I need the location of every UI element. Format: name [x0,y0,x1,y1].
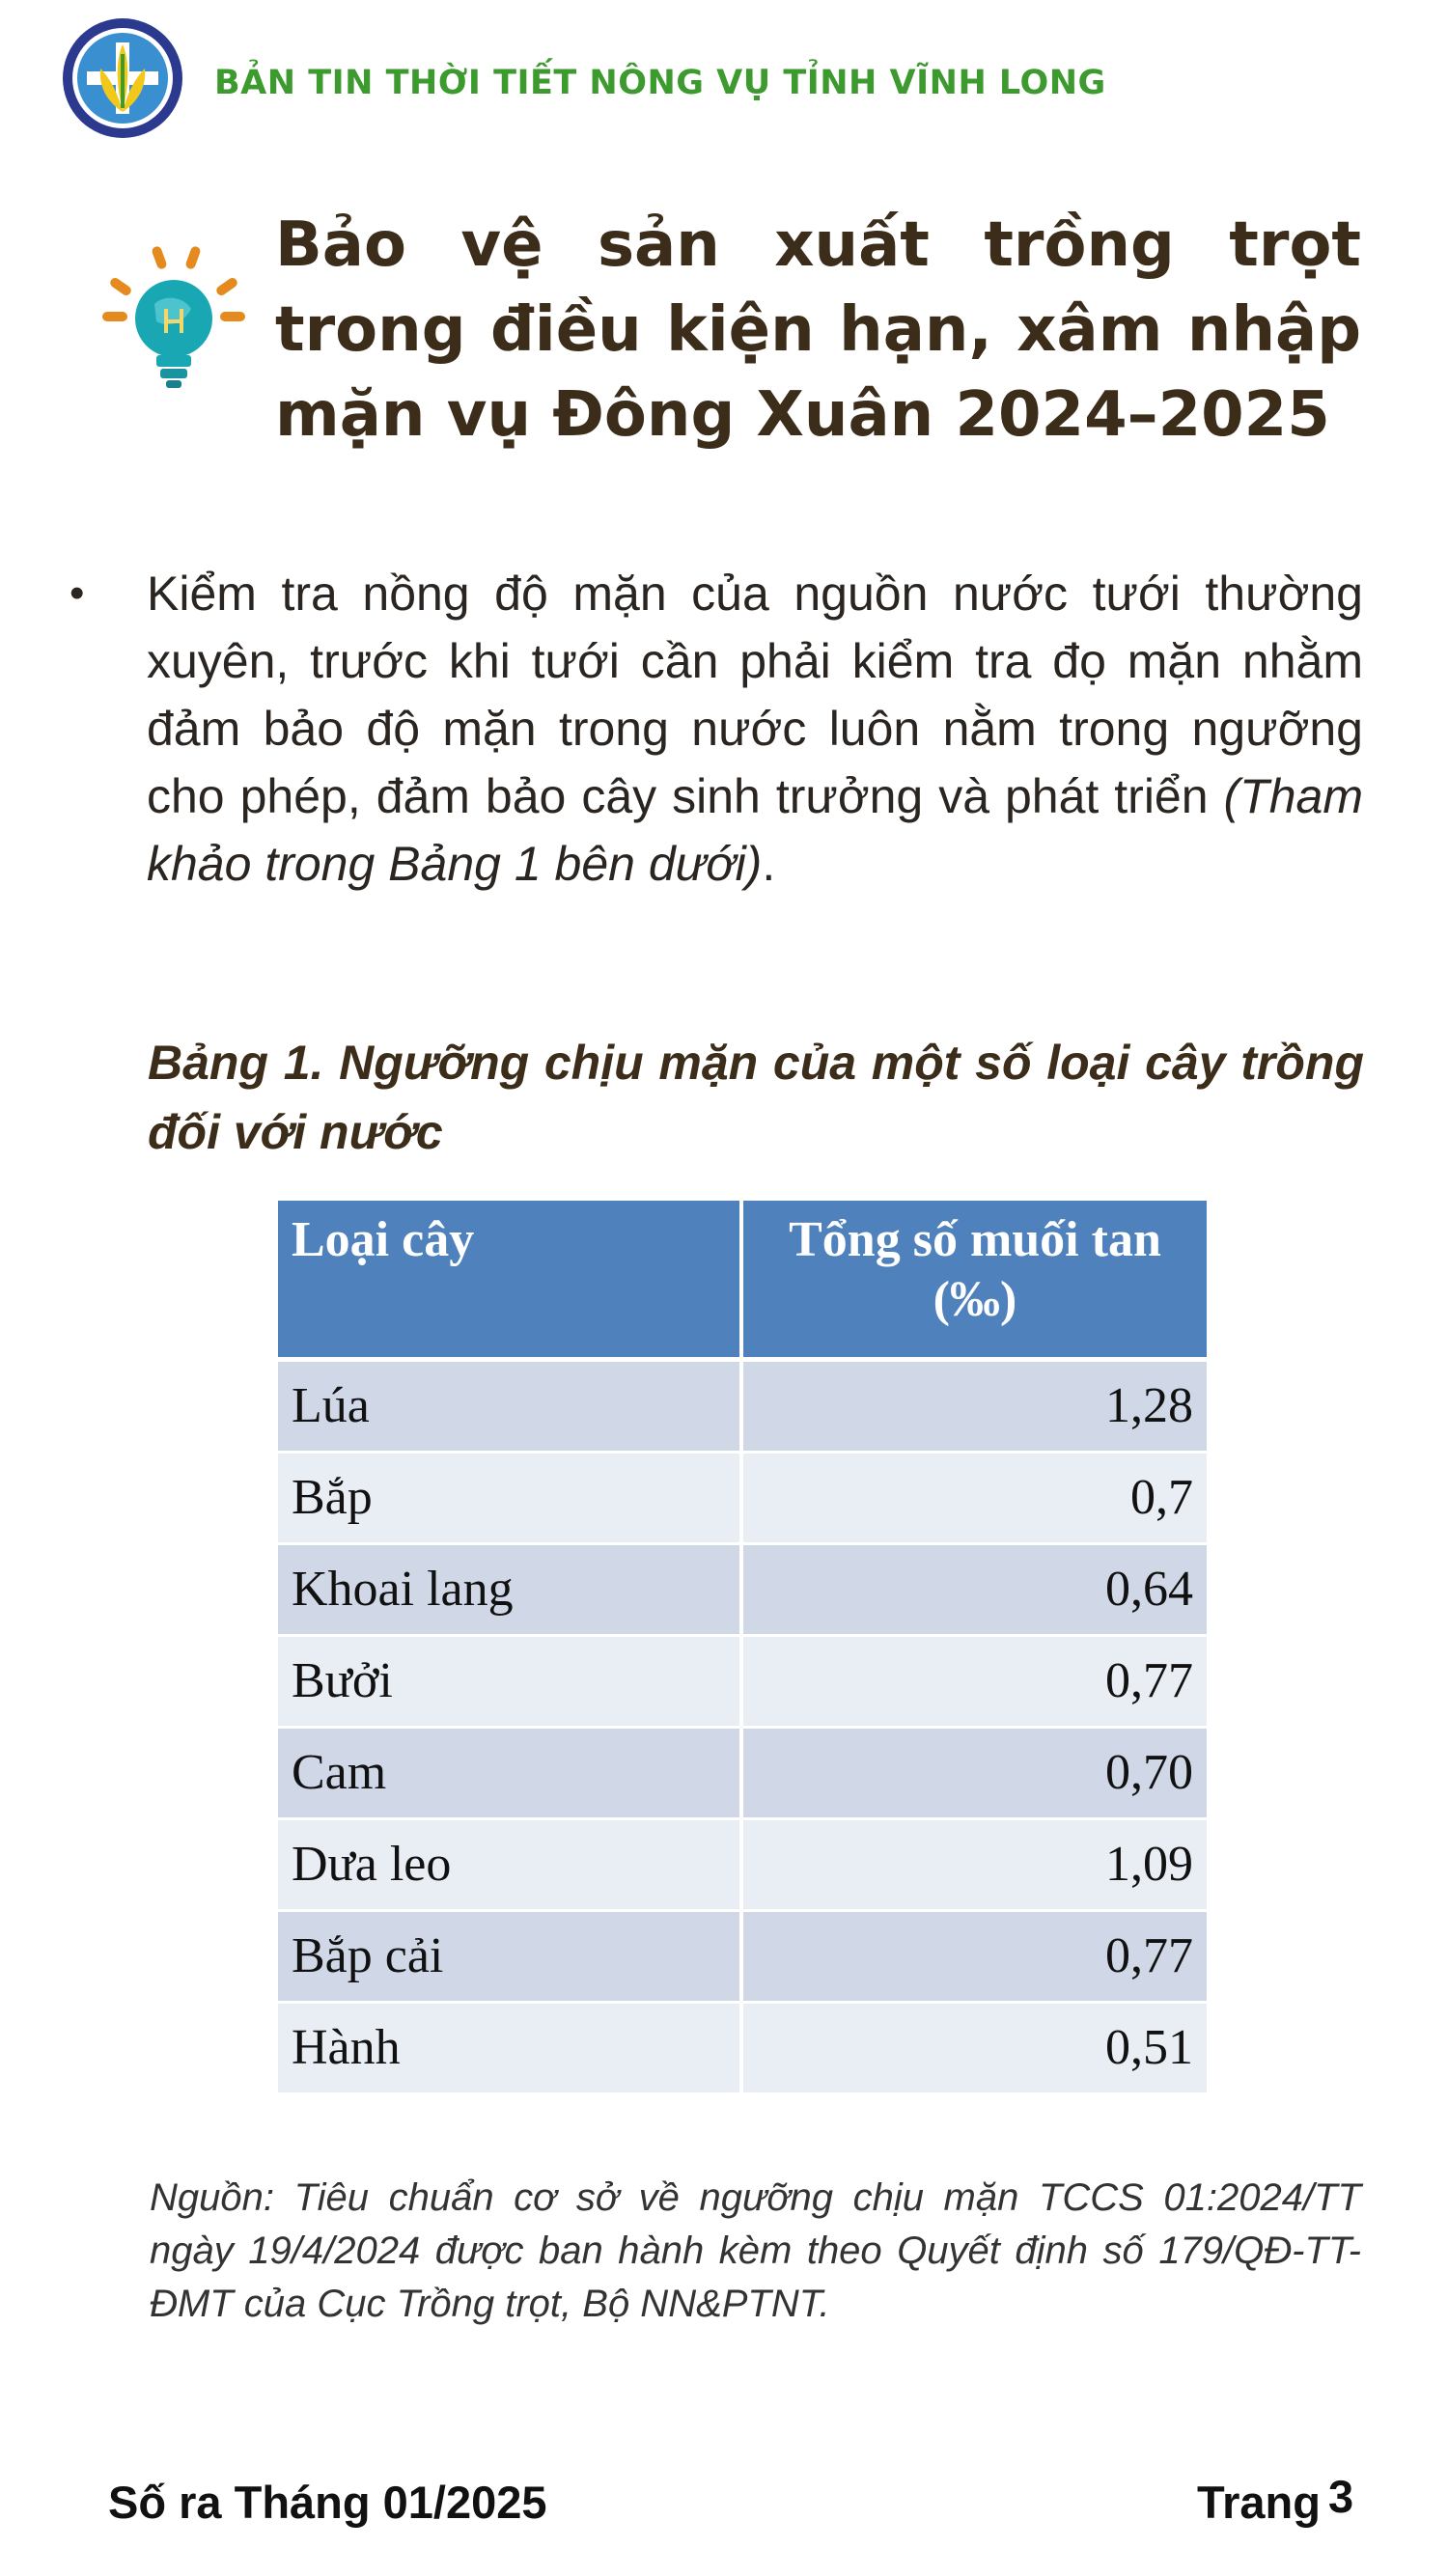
page-number-value: 3 [1327,2471,1354,2522]
crop-name-cell: Dưa leo [278,1819,741,1911]
table-row [278,1360,1207,1453]
table-row [278,2003,1207,2094]
page-label: Trang [1197,2477,1321,2528]
crop-name-cell: Khoai lang [278,1544,741,1636]
column-header-crop: Loại cây [278,1201,741,1360]
bullet-item [70,560,1363,898]
table-row [278,1453,1207,1544]
page-number [1197,2471,1354,2529]
table-row [278,1544,1207,1636]
table-row [278,1636,1207,1728]
crop-name-cell: Bắp [278,1453,741,1544]
table-caption: Bảng 1. Ngưỡng chịu mặn của một số loại cây trồng đối với nước [148,1036,1364,1159]
table-row [278,1911,1207,2003]
issue-label: Số ra Tháng 01/2025 [108,2477,547,2528]
bullet-reference: (Tham khảo trong Bảng 1 bên dưới) [147,769,1363,891]
table-header-row [278,1201,1207,1360]
table-row [278,1728,1207,1819]
bullet-text [147,560,1363,898]
page-header [60,15,1411,141]
agriculture-emblem-icon [60,15,185,141]
table-row [278,1819,1207,1911]
bullet-main-text: Kiểm tra nồng độ mặn của nguồn nước tưới thường xuyên, trước khi tưới cần phải kiểm tra đọ mặn nhằm đảm bảo độ mặn trong nước luôn nằm trong ngưỡng cho phép, đảm bảo cây sinh trưởng và phát triển [147,567,1363,823]
salt-value-cell: 0,77 [741,1636,1207,1728]
crop-name-cell: Cam [278,1728,741,1819]
source-note: Nguồn: Tiêu chuẩn cơ sở về ngưỡng chịu mặn TCCS 01:2024/TT ngày 19/4/2024 được ban hành kèm theo Quyết định số 179/QĐ-TT-ĐMT của Cục Trồng trọt, Bộ NN&PTNT. [150,2176,1361,2325]
column-header-salt: Tổng số muối tan (‰) [741,1201,1207,1360]
salt-value-cell: 0,51 [741,2003,1207,2094]
salt-value-cell: 1,09 [741,1819,1207,1911]
lightbulb-globe-icon [97,236,251,396]
salt-value-cell: 0,7 [741,1453,1207,1544]
bulletin-title: BẢN TIN THỜI TIẾT NÔNG VỤ TỈNH VĨNH LONG [214,64,1106,102]
bullet-dot: • [70,569,85,617]
article-title: Bảo vệ sản xuất trồng trọt trong điều kiện hạn, xâm nhập mặn vụ Đông Xuân 2024–2025 [275,209,1361,451]
crop-name-cell: Lúa [278,1360,741,1453]
salt-value-cell: 0,64 [741,1544,1207,1636]
crop-name-cell: Hành [278,2003,741,2094]
salt-value-cell: 0,70 [741,1728,1207,1819]
salt-tolerance-table [278,1201,1207,2095]
crop-name-cell: Bắp cải [278,1911,741,2003]
salt-value-cell: 0,77 [741,1911,1207,2003]
salt-value-cell: 1,28 [741,1360,1207,1453]
bullet-end: . [762,837,776,891]
crop-name-cell: Bưởi [278,1636,741,1728]
